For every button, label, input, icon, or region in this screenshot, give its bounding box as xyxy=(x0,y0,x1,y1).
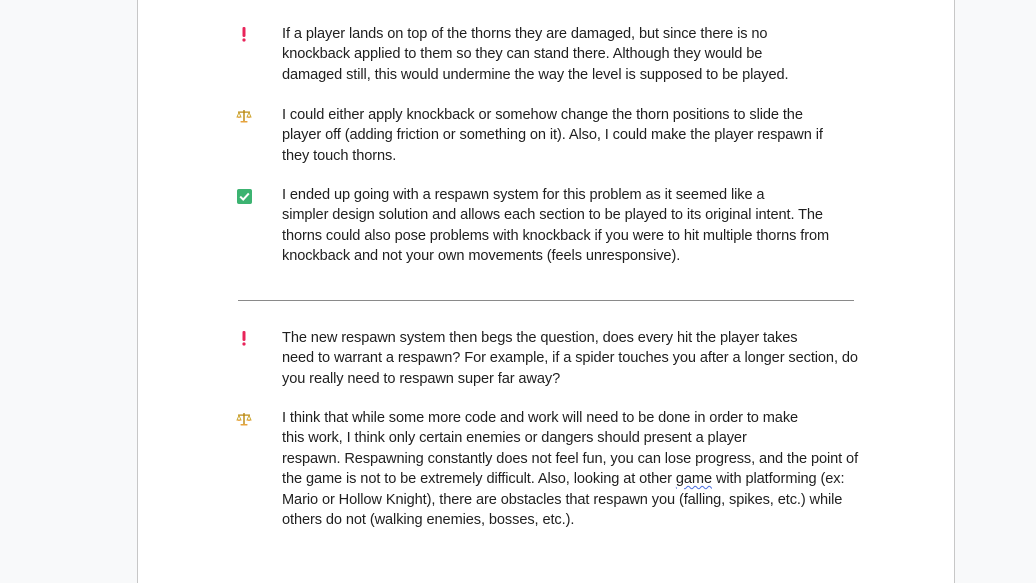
exclamation-icon xyxy=(236,330,252,346)
note-text xyxy=(282,328,858,389)
check-mark-icon xyxy=(236,188,252,204)
text-line: If a player lands on top of the thorns they are damaged, but since there is no xyxy=(282,26,768,42)
text-line: simpler design solution and allows each section to be played to its original intent. The xyxy=(282,207,823,224)
text-line: you really need to respawn super far away? xyxy=(282,370,561,387)
text-line: need to warrant a respawn? For example, if a spider touches you after a longer section, do xyxy=(282,350,858,367)
text-line: The new respawn system then begs the question, does every hit the player takes xyxy=(282,330,798,346)
note-text xyxy=(282,408,859,530)
text-line: I ended up going with a respawn system for this problem as it seemed like a xyxy=(282,187,765,203)
text-line: player off (adding friction or something on it). Also, I could make the player respawn if xyxy=(282,127,823,144)
text-line: thorns could also pose problems with knockback if you were to hit multiple thorns from xyxy=(282,227,830,244)
line-tail: with platforming (ex: xyxy=(712,471,845,488)
balance-scale-icon xyxy=(236,108,252,124)
text-line: I think that while some more code and work will need to be done in order to make xyxy=(282,410,799,426)
note-text xyxy=(282,24,852,85)
spellcheck-word[interactable]: game xyxy=(675,471,712,488)
text-line: knockback and not your own movements (feels unresponsive). xyxy=(282,248,681,265)
line-head: the game is not to be extremely difficult. Also, looking at other xyxy=(282,471,672,488)
text-line xyxy=(282,469,852,489)
text-line: respawn. Respawning constantly does not feel fun, you can lose progress, and the point of xyxy=(282,450,859,467)
document-page xyxy=(137,0,955,583)
text-line: they touch thorns. xyxy=(282,147,397,164)
horizontal-divider xyxy=(238,300,854,301)
text-line: damaged still, this would undermine the way the level is supposed to be played. xyxy=(282,66,789,83)
note-text xyxy=(282,105,852,166)
note-text xyxy=(282,185,852,267)
text-line: knockback applied to them so they can stand there. Although they would be xyxy=(282,46,763,63)
text-line: others do not (walking enemies, bosses, etc.). xyxy=(282,512,575,529)
text-line: this work, I think only certain enemies or dangers should present a player xyxy=(282,430,747,447)
text-line: Mario or Hollow Knight), there are obstacles that respawn you (falling, spikes, etc.) while xyxy=(282,491,843,508)
text-line: I could either apply knockback or somehow change the thorn positions to slide the xyxy=(282,107,803,123)
exclamation-icon xyxy=(236,26,252,42)
balance-scale-icon xyxy=(236,411,252,427)
